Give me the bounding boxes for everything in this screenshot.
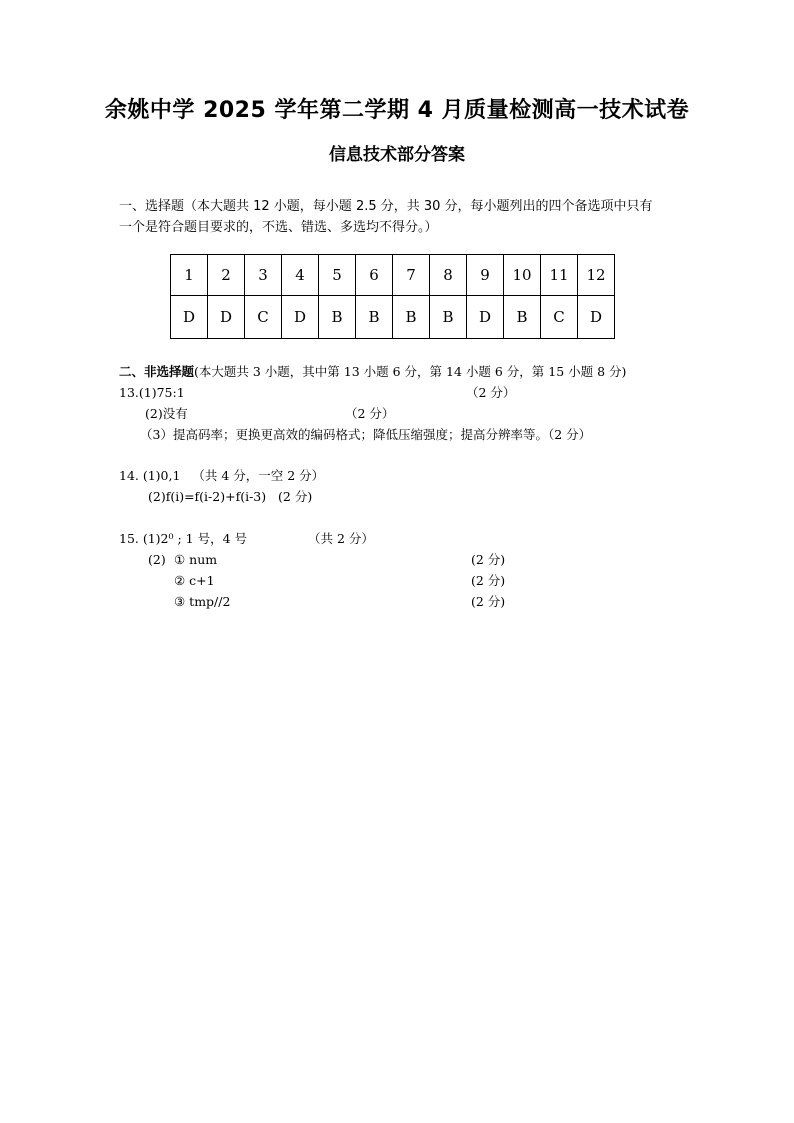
question-number: 7 — [393, 255, 430, 296]
q14-answer-2: (2)f(i)=f(i-2)+f(i-3) (2 分) — [148, 489, 313, 504]
q15-answer-2-3-score: (2 分) — [471, 594, 506, 609]
section-2-header — [119, 363, 626, 381]
answer-cell: B — [393, 296, 430, 339]
q15-answer-2-1: ① num — [174, 552, 218, 567]
section-1-line-2: 一个是符合题目要求的，不选、错选、多选均不得分。） — [119, 220, 438, 235]
answer-cell: B — [430, 296, 467, 339]
page-title: 余姚中学 2025 学年第二学期 4 月质量检测高一技术试卷 — [104, 98, 690, 123]
question-number: 11 — [541, 255, 578, 296]
question-number: 4 — [282, 255, 319, 296]
page-subtitle: 信息技术部分答案 — [329, 145, 465, 165]
q15-answer-2-1-score: (2 分) — [471, 552, 506, 567]
answer-cell: D — [208, 296, 245, 339]
answer-row — [171, 296, 615, 339]
question-number: 8 — [430, 255, 467, 296]
q13-answer-1: 13.(1)75:1 — [119, 385, 185, 400]
q15-answer-1: 15. (1)2⁰ ; 1 号，4 号 — [119, 531, 248, 546]
q13-answer-2: (2)没有 — [145, 406, 188, 421]
section-2-heading: 二、非选择题 — [119, 364, 195, 379]
section-1-instructions — [119, 196, 679, 238]
answer-cell: C — [541, 296, 578, 339]
q15-answer-2-2-score: (2 分) — [471, 573, 506, 588]
question-number: 12 — [578, 255, 615, 296]
q15-answer-2-2: ② c+1 — [174, 573, 215, 588]
answer-cell: C — [245, 296, 282, 339]
question-number: 5 — [319, 255, 356, 296]
q13-answer-3: （3）提高码率；更换更高效的编码格式；降低压缩强度；提高分辨率等。（2 分） — [140, 427, 592, 442]
question-number: 9 — [467, 255, 504, 296]
answer-cell: B — [504, 296, 541, 339]
q15-answer-2-3: ③ tmp//2 — [174, 594, 231, 609]
answer-cell: D — [171, 296, 208, 339]
answer-cell: B — [356, 296, 393, 339]
section-2-description: (本大题共 3 小题，其中第 13 小题 6 分，第 14 小题 6 分，第 15 小题 8 分) — [194, 364, 627, 379]
question-number: 2 — [208, 255, 245, 296]
q15-answer-2-label: (2) — [148, 552, 166, 567]
section-1-line-1: 一、选择题（本大题共 12 小题，每小题 2.5 分，共 30 分，每小题列出的四个备选项中只有 — [119, 199, 653, 214]
question-number: 6 — [356, 255, 393, 296]
answer-cell: D — [467, 296, 504, 339]
q14-answer-1: 14. (1)0,1 （共 4 分，一空 2 分） — [119, 468, 325, 483]
question-number: 3 — [245, 255, 282, 296]
question-number: 10 — [504, 255, 541, 296]
answer-cell: B — [319, 296, 356, 339]
answer-cell: D — [578, 296, 615, 339]
answer-table — [170, 254, 615, 339]
answer-cell: D — [282, 296, 319, 339]
q13-answer-1-score: （2 分） — [466, 385, 516, 400]
q15-answer-1-score: （共 2 分） — [308, 531, 374, 546]
question-number-row — [171, 255, 615, 296]
q13-answer-2-score: （2 分） — [345, 406, 395, 421]
question-number: 1 — [171, 255, 208, 296]
